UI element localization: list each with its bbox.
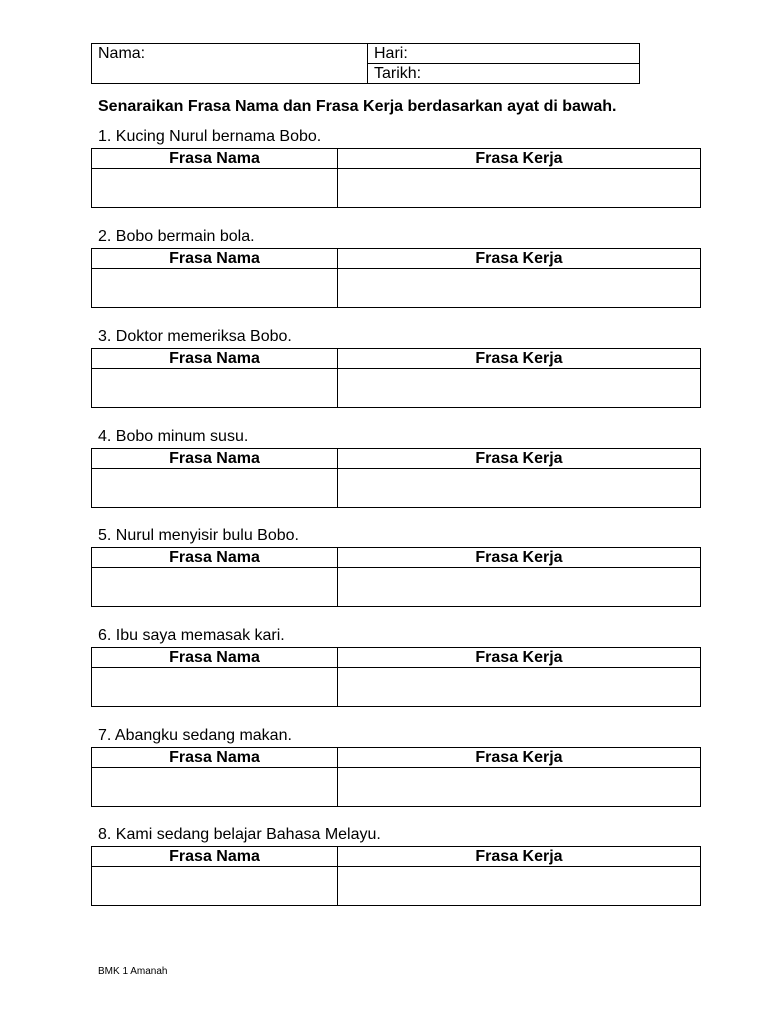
frasa-nama-header: Frasa Nama xyxy=(92,349,338,369)
instruction-text: Senaraikan Frasa Nama dan Frasa Kerja berdasarkan ayat di bawah. xyxy=(98,98,617,115)
question-5 xyxy=(91,526,701,607)
answer-table xyxy=(91,248,701,308)
question-1 xyxy=(91,127,701,208)
frasa-kerja-header: Frasa Kerja xyxy=(338,648,701,668)
question-text: 5. Nurul menyisir bulu Bobo. xyxy=(98,527,299,544)
frasa-nama-answer-cell[interactable] xyxy=(92,369,338,408)
frasa-kerja-answer-cell[interactable] xyxy=(338,169,701,208)
frasa-kerja-header: Frasa Kerja xyxy=(338,149,701,169)
question-7 xyxy=(91,726,701,807)
frasa-nama-answer-cell[interactable] xyxy=(92,668,338,707)
answer-table xyxy=(91,846,701,906)
frasa-kerja-answer-cell[interactable] xyxy=(338,668,701,707)
frasa-kerja-header: Frasa Kerja xyxy=(338,249,701,269)
frasa-nama-answer-cell[interactable] xyxy=(92,568,338,607)
question-text: 8. Kami sedang belajar Bahasa Melayu. xyxy=(98,826,381,843)
frasa-kerja-answer-cell[interactable] xyxy=(338,768,701,807)
frasa-kerja-header: Frasa Kerja xyxy=(338,349,701,369)
frasa-nama-answer-cell[interactable] xyxy=(92,269,338,308)
question-text: 7. Abangku sedang makan. xyxy=(98,727,292,744)
hari-field[interactable] xyxy=(368,44,640,64)
question-6 xyxy=(91,626,701,707)
student-info-table xyxy=(91,43,640,84)
frasa-nama-answer-cell[interactable] xyxy=(92,867,338,906)
answer-table xyxy=(91,547,701,607)
tarikh-label: Tarikh: xyxy=(374,65,422,82)
frasa-nama-header: Frasa Nama xyxy=(92,449,338,469)
frasa-nama-header: Frasa Nama xyxy=(92,648,338,668)
frasa-nama-header: Frasa Nama xyxy=(92,847,338,867)
hari-label: Hari: xyxy=(374,45,408,62)
frasa-kerja-answer-cell[interactable] xyxy=(338,568,701,607)
question-8 xyxy=(91,825,701,906)
frasa-nama-answer-cell[interactable] xyxy=(92,169,338,208)
question-3 xyxy=(91,327,701,408)
question-text: 2. Bobo bermain bola. xyxy=(98,228,255,245)
frasa-kerja-answer-cell[interactable] xyxy=(338,867,701,906)
frasa-nama-header: Frasa Nama xyxy=(92,548,338,568)
frasa-nama-answer-cell[interactable] xyxy=(92,768,338,807)
question-text: 3. Doktor memeriksa Bobo. xyxy=(98,328,292,345)
answer-table xyxy=(91,148,701,208)
question-text: 6. Ibu saya memasak kari. xyxy=(98,627,285,644)
answer-table xyxy=(91,348,701,408)
question-text: 4. Bobo minum susu. xyxy=(98,428,249,445)
frasa-kerja-header: Frasa Kerja xyxy=(338,548,701,568)
footer-text: BMK 1 Amanah xyxy=(98,966,168,977)
frasa-nama-answer-cell[interactable] xyxy=(92,469,338,508)
frasa-nama-header: Frasa Nama xyxy=(92,249,338,269)
frasa-nama-header: Frasa Nama xyxy=(92,149,338,169)
frasa-kerja-header: Frasa Kerja xyxy=(338,847,701,867)
nama-label: Nama: xyxy=(98,45,146,62)
frasa-kerja-answer-cell[interactable] xyxy=(338,369,701,408)
tarikh-field[interactable] xyxy=(368,64,640,84)
frasa-kerja-header: Frasa Kerja xyxy=(338,449,701,469)
question-2 xyxy=(91,227,701,308)
frasa-nama-header: Frasa Nama xyxy=(92,748,338,768)
answer-table xyxy=(91,647,701,707)
answer-table xyxy=(91,448,701,508)
question-4 xyxy=(91,427,701,508)
frasa-kerja-answer-cell[interactable] xyxy=(338,469,701,508)
frasa-kerja-header: Frasa Kerja xyxy=(338,748,701,768)
frasa-kerja-answer-cell[interactable] xyxy=(338,269,701,308)
question-text: 1. Kucing Nurul bernama Bobo. xyxy=(98,128,322,145)
nama-field[interactable] xyxy=(92,44,368,84)
answer-table xyxy=(91,747,701,807)
